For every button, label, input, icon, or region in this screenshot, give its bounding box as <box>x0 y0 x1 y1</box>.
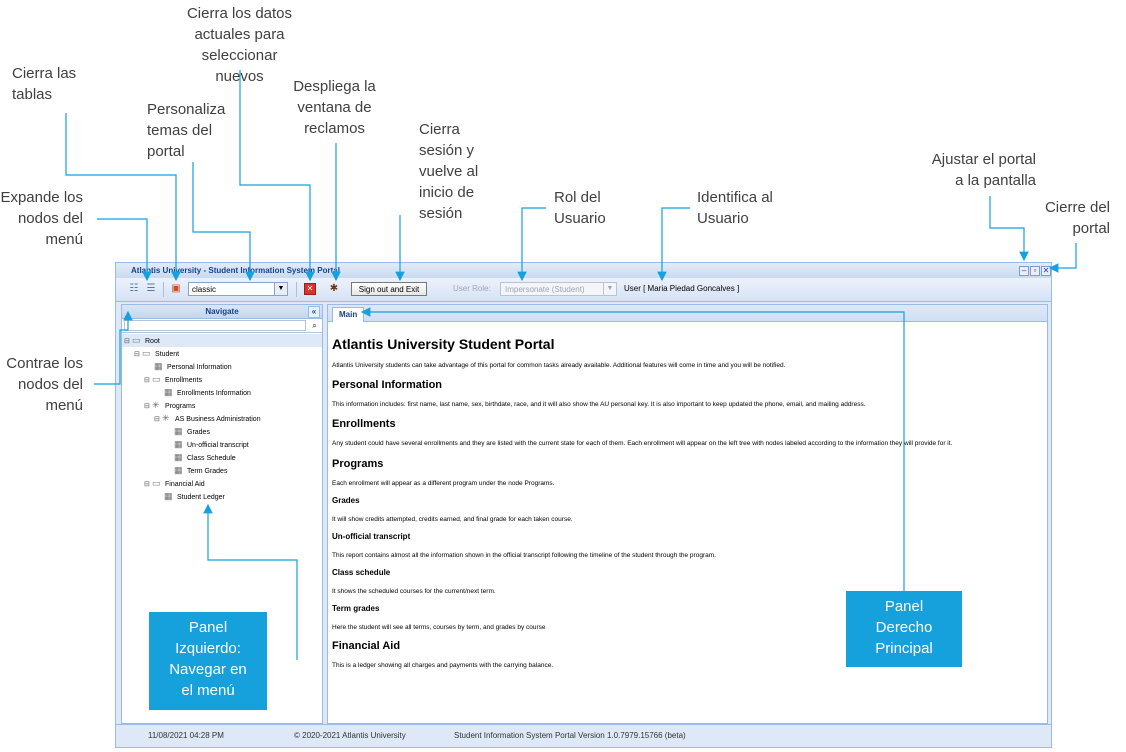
maximize-icon[interactable]: ▫ <box>1030 266 1040 276</box>
tree-node-as-business-administration[interactable]: ⊟ ✳ AS Business Administration <box>154 413 261 423</box>
annotation-identify-user: Identifica al Usuario <box>697 189 773 227</box>
tree-node-programs[interactable]: ⊟ ✳ Programs <box>144 400 196 410</box>
role-label: User Role: <box>453 284 491 293</box>
section-heading: Class schedule <box>332 568 391 577</box>
tree-node-personal-information[interactable]: ▦ Personal Information <box>154 361 232 371</box>
section-heading: Personal Information <box>332 379 443 391</box>
annotation-expand-nodes: Expande los nodos del menú <box>0 189 83 248</box>
annotation-collapse-nodes: Contrae los nodos del menú <box>6 355 83 414</box>
theme-value: classic <box>192 285 217 294</box>
tree-node-student-ledger[interactable]: ▦ Student Ledger <box>164 491 225 501</box>
annotation-themes: Personaliza temas del portal <box>147 101 226 160</box>
expand-nodes-icon[interactable]: ☷ <box>129 283 139 294</box>
collapse-panel-icon[interactable]: « <box>308 306 320 318</box>
tree-node-enrollments[interactable]: ⊟ ▭ Enrollments <box>144 374 202 384</box>
navigate-header <box>122 305 322 319</box>
section-heading: Un-official transcript <box>332 532 411 541</box>
annotation-fit-screen: Ajustar el portal a la pantalla <box>931 151 1036 189</box>
toolbar-separator <box>163 282 164 297</box>
page-title: Atlantis University Student Portal <box>332 336 555 352</box>
status-copyright: © 2020-2021 Atlantis University <box>294 731 406 740</box>
search-icon[interactable]: ⌕ <box>312 321 317 330</box>
tree-node-financial-aid[interactable]: ⊟ ▭ Financial Aid <box>144 478 205 488</box>
tree-node-term-grades[interactable]: ▦ Term Grades <box>174 465 228 475</box>
status-version: Student Information System Portal Version 1.0.7979.15766 (beta) <box>454 731 686 740</box>
tree-node-unofficial-transcript[interactable]: ▦ Un-official transcript <box>174 439 249 449</box>
section-heading: Financial Aid <box>332 640 401 652</box>
signout-button[interactable]: Sign out and Exit <box>351 282 427 296</box>
section-text: Each enrollment will appear as a different program under the node Programs. <box>332 480 555 487</box>
window-title: Atlantis University - Student Information System Portal <box>116 263 1051 278</box>
annotation-complaints: Despliega la ventana de reclamos <box>293 78 376 137</box>
user-label: User [ Maria Piedad Goncalves ] <box>624 284 740 293</box>
role-value: Impersonate (Student) <box>505 285 585 294</box>
bug-icon[interactable]: ✱ <box>329 283 339 294</box>
toolbar-separator <box>296 282 297 297</box>
section-text: Any student could have several enrollments and they are listed with the current state for each of them. Each enrollment will appear on the left tree with nodes labeled according to the information they will provide for it. <box>332 440 953 447</box>
tab-strip <box>328 305 1047 322</box>
search-input[interactable] <box>124 320 306 331</box>
annotation-close-data: Cierra los datos actuales para seleccionar nuevos <box>186 5 293 85</box>
navigate-title: Navigate <box>205 307 239 316</box>
status-bar <box>116 724 1051 747</box>
section-text: This report contains almost all the information shown in the official transcript following the timeline of the student through the program. <box>332 552 716 559</box>
annotation-close-portal: Cierre del portal <box>1044 199 1110 237</box>
left-panel-callout: Panel Izquierdo: Navegar en el menú <box>149 612 267 710</box>
theme-select[interactable] <box>188 282 288 296</box>
status-datetime: 11/08/2021 04:28 PM <box>148 731 224 740</box>
tree-node-enrollments-information[interactable]: ▦ Enrollments Information <box>164 387 251 397</box>
annotation-user-role: Rol del Usuario <box>554 189 606 227</box>
section-text: It will show credits attempted, credits earned, and final grade for each taken course. <box>332 516 573 523</box>
section-heading: Programs <box>332 458 384 470</box>
tree-search <box>122 319 322 333</box>
annotation-signout: Cierra sesión y vuelve al inicio de sesión <box>419 121 479 222</box>
tree-node-root[interactable]: ⊟ ▭ Root <box>124 335 160 345</box>
chevron-down-icon: ▼ <box>274 283 287 295</box>
chevron-down-icon: ▼ <box>603 283 616 295</box>
right-panel-callout: Panel Derecho Principal <box>846 591 962 667</box>
section-heading: Term grades <box>332 604 380 613</box>
tree-node-class-schedule[interactable]: ▦ Class Schedule <box>174 452 236 462</box>
collapse-nodes-icon[interactable]: ☰ <box>146 283 156 294</box>
section-text: This information includes: first name, last name, sex, birthdate, race, and it will also show the AU personal key. It is also important to keep updated the phone, email, and mailing address. <box>332 401 866 408</box>
annotation-close-tables: Cierra las tablas <box>12 65 77 103</box>
tree-node-student[interactable]: ⊟ ▭ Student <box>134 348 180 358</box>
close-tables-icon[interactable]: ▣ <box>171 283 181 294</box>
section-heading: Enrollments <box>332 418 396 430</box>
section-text: Here the student will see all terms, courses by term, and grades by course <box>332 624 546 631</box>
minimize-icon[interactable]: – <box>1019 266 1029 276</box>
section-text: It shows the scheduled courses for the current/next term. <box>332 588 496 595</box>
tab-main[interactable]: Main <box>332 307 364 322</box>
intro-text: Atlantis University students can take advantage of this portal for common tasks already available. Additional features will come in time and you will be notified. <box>332 362 786 369</box>
close-data-icon[interactable]: ✕ <box>304 283 316 295</box>
close-icon[interactable]: ✕ <box>1042 266 1050 275</box>
section-text: This is a ledger showing all charges and payments with the carrying balance. <box>332 662 554 669</box>
section-heading: Grades <box>332 496 360 505</box>
toolbar <box>116 278 1051 302</box>
role-select[interactable] <box>500 282 617 296</box>
tree-node-grades[interactable]: ▦ Grades <box>174 426 210 436</box>
